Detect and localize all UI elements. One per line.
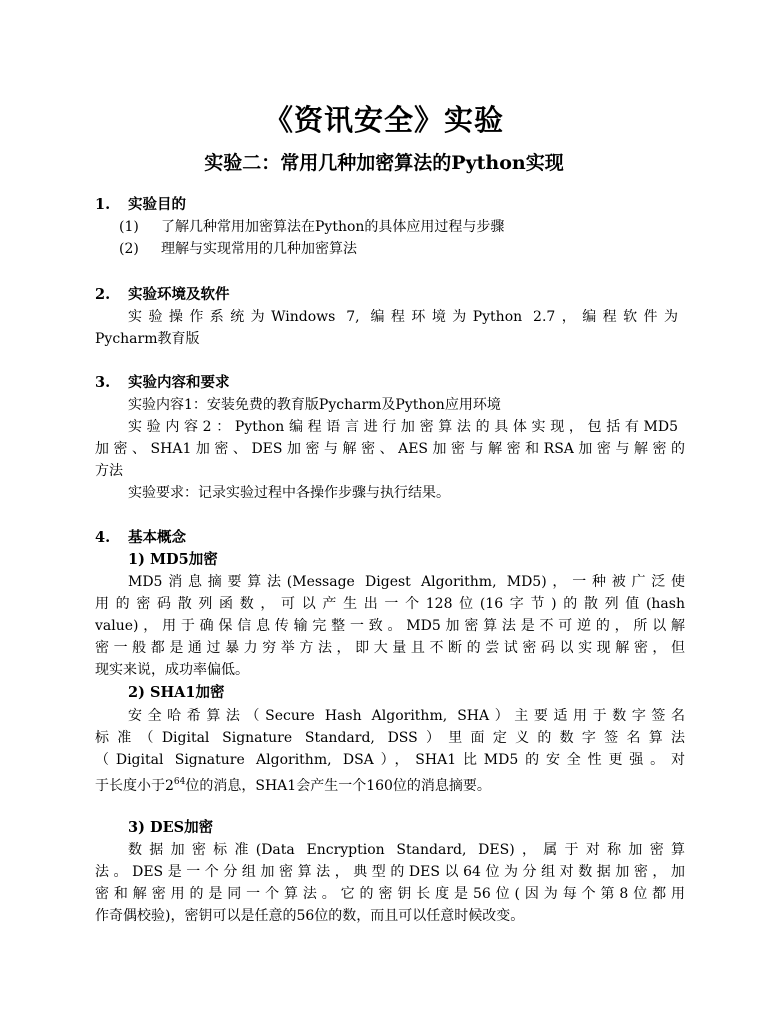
- section-2-heading: 2. 实验环境及软件: [95, 286, 230, 303]
- subsection-des-heading: 3) DES加密: [128, 819, 214, 836]
- document-subtitle: 实验二：常用几种加密算法的Python实现: [204, 152, 564, 174]
- section-1-item-2: (2) 理解与实现常用的几种加密算法: [119, 241, 357, 257]
- des-line-3: 密和解密用的是同一个算法。它的密钥长度是56位(因为每个第8位都用: [95, 886, 685, 902]
- sha1-line-3: （Digital Signature Algorithm, DSA），SHA1比MD5的安全性更强。对: [95, 752, 685, 768]
- section-3-line-1: 实验内容1：安装免费的教育版Pycharm及Python应用环境: [128, 397, 501, 413]
- section-1-item-1: (1) 了解几种常用加密算法在Python的具体应用过程与步骤: [119, 219, 505, 235]
- section-2-line-2: Pycharm教育版: [95, 331, 200, 347]
- des-line-4: 作奇偶校验)，密钥可以是任意的56位的数，而且可以任意时候改变。: [95, 908, 525, 924]
- md5-line-3: value)，用于确保信息传输完整一致。MD5加密算法是不可逆的，所以解: [95, 618, 685, 634]
- section-3-heading: 3. 实验内容和要求: [95, 374, 230, 391]
- md5-line-1: MD5消息摘要算法(Message Digest Algorithm, MD5)，一种被广泛使: [128, 574, 685, 590]
- sha1-line-2: 标准（Digital Signature Standard, DSS）里面定义的数字签名算法: [95, 730, 685, 746]
- md5-line-5: 现实来说，成功率偏低。: [95, 662, 249, 678]
- md5-line-4: 密一般都是通过暴力穷举方法，即大量且不断的尝试密码以实现解密，但: [95, 640, 685, 656]
- section-2-line-1: 实验操作系统为Windows 7, 编程环境为Python 2.7，编程软件为: [128, 309, 678, 325]
- section-4-heading: 4. 基本概念: [95, 529, 186, 546]
- section-1-heading: 1. 实验目的: [95, 196, 186, 213]
- subsection-md5-heading: 1) MD5加密: [128, 551, 218, 568]
- section-3-line-4: 方法: [95, 463, 123, 479]
- subsection-sha1-heading: 2) SHA1加密: [128, 684, 225, 701]
- sha1-line-1: 安全哈希算法（Secure Hash Algorithm, SHA）主要适用于数字签名: [128, 708, 685, 724]
- section-3-line-3: 加密、SHA1加密、DES加密与解密、AES加密与解密和RSA加密与解密的: [95, 441, 685, 457]
- des-line-2: 法。DES是一个分组加密算法，典型的DES以64位为分组对数据加密，加: [95, 864, 685, 880]
- md5-line-2: 用的密码散列函数，可以产生出一个128位(16字节)的散列值(hash: [95, 596, 685, 612]
- section-3-line-2: 实验内容2：Python编程语言进行加密算法的具体实现，包括有MD5: [128, 419, 678, 435]
- section-3-line-5: 实验要求：记录实验过程中各操作步骤与执行结果。: [128, 485, 450, 501]
- document-title: 《资讯安全》实验: [263, 103, 504, 137]
- sha1-line-4: 于长度小于$2^{64}$位的消息，SHA1会产生一个160位的消息摘要。: [95, 777, 491, 794]
- des-line-1: 数据加密标准(Data Encryption Standard, DES)，属于对称加密算: [128, 842, 685, 858]
